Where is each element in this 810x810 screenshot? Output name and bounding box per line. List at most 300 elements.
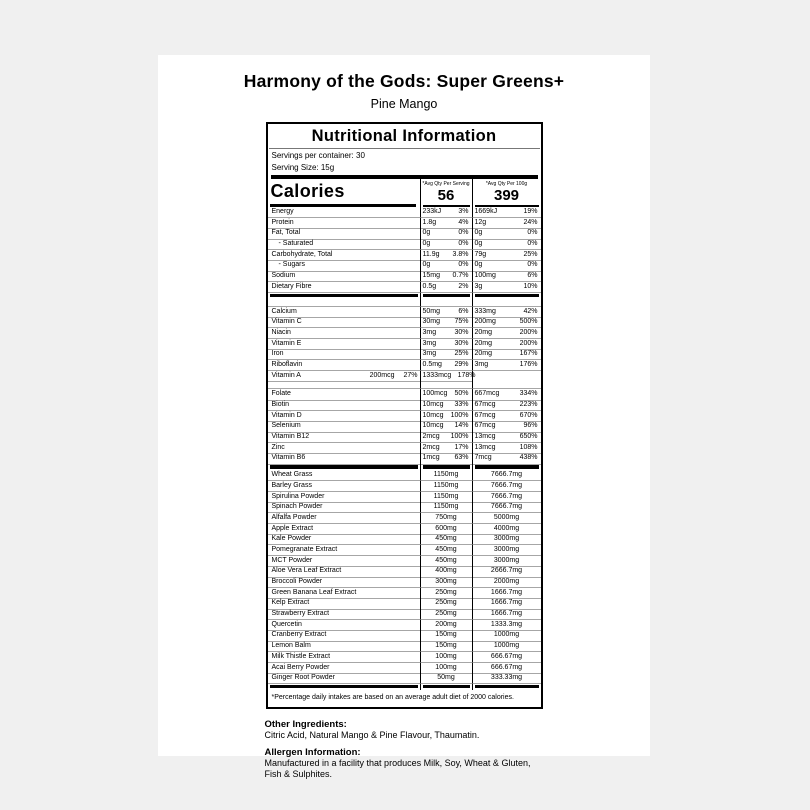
per-serving-cell: [420, 228, 472, 239]
ingredient-label: Strawberry Extract: [268, 609, 420, 620]
per-100g-cell: [472, 534, 541, 545]
nutrient-label: Calcium: [268, 307, 420, 318]
per-100g-cell: [472, 630, 541, 641]
qty-per-100g: 1333.3mg: [490, 620, 523, 628]
ingredient-label: Broccoli Powder: [268, 577, 420, 588]
per-serving-cell: [420, 577, 472, 588]
pct-per-100g: 42%: [523, 307, 538, 315]
qty-per-serving: 0g: [422, 261, 431, 269]
pct-per-100g: 650%: [519, 433, 538, 441]
nutrient-label: Zinc: [268, 443, 420, 454]
qty-per-100g: 1000mg: [493, 631, 520, 639]
product-label-card: [158, 55, 650, 779]
nutrient-row: [268, 317, 541, 328]
vitamin-table-lower: [268, 389, 541, 464]
nutrient-row: [268, 349, 541, 360]
pct-per-serving: 100%: [450, 433, 469, 441]
qty-per-100g: 20mg: [474, 339, 493, 347]
per-100g-cell: [472, 360, 541, 371]
per-100g-cell: [472, 271, 541, 282]
per-100g-cell: [472, 524, 541, 535]
pct-per-100g: 0%: [527, 261, 538, 269]
qty-per-100g: 333.33mg: [490, 674, 523, 682]
per-100g-cell: [472, 470, 541, 481]
qty-per-100g: 1669kJ: [474, 208, 498, 215]
calories-row: [268, 179, 541, 207]
per-serving-cell: [420, 260, 472, 271]
qty-per-serving: 0.5mg: [422, 360, 442, 368]
nutrient-row: [268, 360, 541, 371]
pct-per-serving: 27%: [403, 371, 418, 379]
qty-per-serving: 450mg: [435, 556, 457, 564]
qty-per-100g: 67mcg: [474, 411, 496, 419]
qty-per-serving: 750mg: [435, 513, 457, 521]
qty-per-serving: 450mg: [435, 545, 457, 553]
pct-per-100g: 0%: [527, 229, 538, 237]
pct-per-100g: 500%: [519, 318, 538, 326]
pct-per-serving: 29%: [454, 360, 469, 368]
qty-per-100g: 0g: [474, 261, 483, 269]
pct-per-serving: 3%: [458, 208, 469, 215]
qty-per-100g: 2666.7mg: [490, 567, 523, 575]
nutrient-row: [268, 239, 541, 250]
allergen-heading: Allergen Information:: [264, 746, 361, 758]
spacer-cell: [268, 299, 420, 307]
qty-per-serving: 233kJ: [422, 208, 442, 215]
qty-per-serving: 10mcg: [422, 422, 444, 430]
qty-per-100g: 1666.7mg: [490, 610, 523, 618]
per-serving-cell: [420, 307, 472, 318]
qty-per-100g: 3000mg: [493, 545, 520, 553]
pct-per-serving: 30%: [454, 339, 469, 347]
pct-per-100g: 96%: [523, 422, 538, 430]
ingredient-label: Ginger Root Powder: [268, 673, 420, 684]
per-serving-cell: [420, 339, 472, 350]
per-100g-cell: [472, 566, 541, 577]
ingredient-label: Aloe Vera Leaf Extract: [268, 566, 420, 577]
ingredient-row: [268, 545, 541, 556]
per-100g-cell: [472, 609, 541, 620]
per-serving-cell: [420, 360, 472, 371]
nutrient-row: [268, 400, 541, 411]
qty-per-100g: 67mcg: [474, 401, 496, 408]
per-serving-cell: [420, 317, 472, 328]
qty-per-serving: 10mcg: [422, 401, 444, 408]
nutrition-panel-heading: Nutritional Information: [269, 124, 540, 149]
qty-per-serving: 30mg: [422, 318, 441, 326]
qty-per-serving: 100mg: [435, 663, 457, 671]
per-100g-cell: [472, 588, 541, 599]
qty-per-100g: 2000mg: [493, 578, 520, 585]
per-100g-cell: [472, 250, 541, 261]
nutrient-label: Vitamin E: [268, 339, 420, 350]
qty-per-serving: 1150mg: [433, 503, 459, 511]
section-divider-bar: [268, 684, 541, 690]
per-100g-cell: [472, 307, 541, 318]
per-serving-cell: [420, 271, 472, 282]
ingredient-row: [268, 588, 541, 599]
qty-per-100g: 1666.7mg: [490, 599, 523, 607]
ingredient-label: Kale Powder: [268, 534, 420, 545]
qty-per-serving: 200mcg: [369, 371, 395, 379]
ingredient-row: [268, 513, 541, 524]
servings-per-container: Servings per container: 30: [271, 151, 365, 160]
per-serving-cell: [420, 400, 472, 411]
nutrient-row: [268, 218, 541, 229]
product-title: Harmony of the Gods: Super Greens+: [243, 71, 565, 91]
per-serving-cell: [420, 328, 472, 339]
ingredient-row: [268, 470, 541, 481]
per-100g-cell: [472, 620, 541, 631]
bar-segment: [268, 684, 420, 690]
calories-per-serving-cell: [420, 179, 472, 207]
ingredient-label: Green Banana Leaf Extract: [268, 588, 420, 599]
pct-per-serving: 0%: [458, 240, 469, 248]
ingredient-label: Apple Extract: [268, 524, 420, 535]
vitamin-a-label-cell: [268, 371, 420, 382]
nutrient-row: [268, 453, 541, 464]
qty-per-100g: 1666.7mg: [490, 588, 523, 596]
ingredient-row: [268, 598, 541, 609]
pct-per-serving: 33%: [454, 401, 469, 408]
per-100g-cell: [472, 207, 541, 218]
pct-per-serving: 2%: [458, 282, 469, 290]
nutrient-label: Dietary Fibre: [268, 282, 420, 293]
nutrient-row: [268, 389, 541, 400]
qty-per-100g: 1000mg: [493, 642, 520, 650]
qty-per-serving: 200mg: [435, 620, 457, 628]
calories-label-cell: [268, 179, 420, 207]
qty-per-serving: 0g: [422, 240, 431, 248]
vitamin-table-upper: [268, 307, 541, 371]
per-100g-cell: [472, 443, 541, 454]
qty-per-100g: 67mcg: [474, 422, 496, 430]
qty-per-serving: 1150mg: [433, 492, 459, 500]
ingredient-label: Alfalfa Powder: [268, 513, 420, 524]
pct-per-serving: 100%: [450, 411, 469, 419]
qty-per-100g: 1333mcg: [422, 371, 452, 379]
per-100g-cell: [472, 432, 541, 443]
per-serving-cell: [420, 411, 472, 422]
qty-per-serving: 2mcg: [422, 433, 440, 441]
nutrient-row: [268, 339, 541, 350]
qty-per-serving: 250mg: [435, 588, 457, 596]
pct-per-100g: 200%: [519, 339, 538, 347]
qty-per-serving: 150mg: [435, 631, 457, 639]
pct-per-100g: 108%: [519, 443, 538, 451]
spacer-cell: [472, 299, 541, 307]
per-serving-cell: [420, 652, 472, 663]
vitamin-a-100g-values-cell: [420, 371, 476, 382]
per-serving-cell: [420, 620, 472, 631]
per-serving-cell: [420, 524, 472, 535]
qty-per-100g: 3mg: [474, 360, 489, 368]
nutrient-label: Iron: [268, 349, 420, 360]
per-serving-cell: [420, 443, 472, 454]
ingredient-row: [268, 492, 541, 503]
qty-per-serving: 400mg: [435, 567, 457, 575]
per-serving-cell: [420, 630, 472, 641]
pct-per-100g: 24%: [523, 218, 538, 226]
calories-label: Calories: [270, 181, 345, 201]
per-100g-cell: [472, 598, 541, 609]
per-100g-cell: [472, 260, 541, 271]
ingredient-label: Kelp Extract: [268, 598, 420, 609]
qty-per-100g: 0g: [474, 229, 483, 237]
per-serving-cell: [420, 432, 472, 443]
qty-per-serving: 250mg: [435, 599, 457, 607]
qty-per-100g: 79g: [474, 250, 487, 258]
per-100g-cell: [472, 411, 541, 422]
qty-per-100g: 20mg: [474, 328, 493, 336]
nutrient-label: Folate: [268, 389, 420, 400]
nutrient-label: Sodium: [268, 271, 420, 282]
ingredient-row: [268, 652, 541, 663]
pct-per-serving: 0%: [458, 229, 469, 237]
ingredient-label: Spirulina Powder: [268, 492, 420, 503]
nutrient-label: Vitamin B12: [268, 432, 420, 443]
pct-per-100g: 19%: [523, 208, 538, 215]
per-serving-cell: [420, 207, 472, 218]
nutrient-row: [268, 421, 541, 432]
ingredient-label: Lemon Balm: [268, 641, 420, 652]
per-100g-cell: [472, 492, 541, 503]
ingredient-row: [268, 577, 541, 588]
pct-per-100g: 0%: [527, 240, 538, 248]
pct-per-100g: 178%: [457, 371, 476, 379]
qty-per-serving: 50mg: [422, 307, 441, 315]
pct-per-100g: 176%: [519, 360, 538, 368]
ingredient-row: [268, 556, 541, 567]
nutrient-row: [268, 271, 541, 282]
qty-per-100g: 200mg: [474, 318, 496, 326]
ingredient-table: [268, 470, 541, 684]
per-serving-cell: [420, 609, 472, 620]
pct-per-serving: 6%: [458, 307, 469, 315]
nutrient-row: [268, 282, 541, 293]
nutrient-row: [268, 411, 541, 422]
qty-per-serving: 450mg: [435, 535, 457, 543]
qty-per-serving: 250mg: [435, 610, 457, 618]
nutrient-label: Riboflavin: [268, 360, 420, 371]
ingredient-row: [268, 673, 541, 684]
qty-per-serving: 50mg: [437, 674, 455, 682]
per-serving-cell: [420, 481, 472, 492]
nutrient-label: Vitamin D: [268, 411, 420, 422]
per-100g-cell: [472, 400, 541, 411]
qty-per-serving: 11.9g: [422, 250, 440, 258]
nutrient-label: Selenium: [268, 421, 420, 432]
pct-per-100g: 223%: [519, 401, 538, 408]
qty-per-100g: 7666.7mg: [490, 471, 523, 479]
per-100g-header: *Avg Qty Per 100g: [485, 181, 528, 187]
ingredient-label: Cranberry Extract: [268, 630, 420, 641]
ingredient-row: [268, 609, 541, 620]
per-serving-cell: [420, 470, 472, 481]
other-ingredients-heading: Other Ingredients:: [264, 718, 347, 730]
nutrient-label: Niacin: [268, 328, 420, 339]
per-100g-cell: [472, 513, 541, 524]
nutrient-row: [268, 432, 541, 443]
qty-per-serving: 10mcg: [422, 411, 444, 419]
serving-size: Serving Size: 15g: [271, 162, 335, 172]
pct-per-100g: 167%: [519, 350, 538, 358]
spacer-row: [268, 299, 541, 307]
per-serving-cell: [420, 453, 472, 464]
product-flavour: Pine Mango: [370, 97, 438, 111]
ingredient-row: [268, 534, 541, 545]
nutrient-row: [268, 307, 541, 318]
qty-per-serving: 3mg: [422, 339, 437, 347]
qty-per-100g: 7666.7mg: [490, 481, 523, 489]
per-serving-cell: [420, 349, 472, 360]
qty-per-100g: 667mcg: [474, 390, 500, 398]
per-serving-cell: [420, 545, 472, 556]
nutrition-panel: [266, 122, 543, 709]
per-100g-cell: [472, 282, 541, 293]
qty-per-100g: 5000mg: [493, 513, 520, 521]
ingredient-row: [268, 620, 541, 631]
qty-per-100g: 20mg: [474, 350, 493, 358]
qty-per-serving: 100mg: [435, 652, 457, 660]
ingredient-label: Quercetin: [268, 620, 420, 631]
nutrient-row: [268, 250, 541, 261]
qty-per-100g: 13mcg: [474, 443, 496, 451]
per-100g-cell: [472, 577, 541, 588]
pct-per-serving: 75%: [454, 318, 469, 326]
pct-per-serving: 25%: [454, 350, 469, 358]
macro-nutrient-table: [268, 207, 541, 293]
qty-per-100g: 13mcg: [474, 433, 496, 441]
pct-per-serving: 14%: [454, 422, 469, 430]
per-100g-cell: [472, 389, 541, 400]
qty-per-serving: 1150mg: [433, 481, 459, 489]
ingredient-label: Wheat Grass: [268, 470, 420, 481]
qty-per-serving: 0.5g: [422, 282, 437, 290]
pct-per-100g: 670%: [519, 411, 538, 419]
per-100g-cell: [472, 239, 541, 250]
ingredient-row: [268, 502, 541, 513]
per-serving-cell: [420, 566, 472, 577]
qty-per-100g: 3000mg: [493, 556, 520, 564]
qty-per-100g: 666.67mg: [490, 663, 523, 671]
qty-per-serving: 1150mg: [433, 471, 459, 479]
pct-per-100g: 6%: [527, 272, 538, 280]
qty-per-100g: 0g: [474, 240, 483, 248]
ingredient-row: [268, 630, 541, 641]
per-100g-cell: [472, 652, 541, 663]
nutrient-label: Vitamin A: [271, 371, 301, 379]
nutrient-label: Biotin: [268, 400, 420, 411]
per-100g-cell: [472, 339, 541, 350]
qty-per-100g: 7666.7mg: [490, 503, 523, 511]
per-serving-cell: [420, 492, 472, 503]
nutrient-row: [268, 328, 541, 339]
per-serving-cell: [420, 218, 472, 229]
ingredient-row: [268, 481, 541, 492]
qty-per-100g: 7666.7mg: [490, 492, 523, 500]
per-100g-cell: [472, 673, 541, 684]
per-serving-cell: [420, 239, 472, 250]
nutrient-row: [268, 443, 541, 454]
nutrient-row: [268, 228, 541, 239]
per-serving-cell: [420, 534, 472, 545]
pct-per-100g: 438%: [519, 454, 538, 462]
qty-per-serving: 600mg: [435, 524, 457, 532]
calories-per-100g-cell: [472, 179, 541, 207]
pct-per-serving: 0%: [458, 261, 469, 269]
nutrient-label: - Sugars: [268, 260, 420, 271]
nutrient-label: Energy: [268, 207, 420, 218]
qty-per-serving: 3mg: [422, 328, 437, 336]
per-serving-cell: [420, 673, 472, 684]
per-100g-cell: [472, 218, 541, 229]
per-serving-cell: [420, 588, 472, 599]
per-serving-cell: [420, 663, 472, 674]
spacer-cell: [420, 381, 472, 389]
spacer-cell: [472, 381, 541, 389]
ingredient-label: Acai Berry Powder: [268, 663, 420, 674]
ingredient-label: Barley Grass: [268, 481, 420, 492]
qty-per-100g: 3000mg: [493, 535, 520, 543]
pct-per-serving: 3.8%: [452, 250, 469, 258]
per-serving-cell: [420, 641, 472, 652]
qty-per-serving: 150mg: [435, 642, 457, 650]
per-serving-cell: [420, 250, 472, 261]
qty-per-serving: 2mcg: [422, 443, 440, 451]
pct-per-100g: 334%: [519, 390, 538, 398]
per-100g-cell: [472, 545, 541, 556]
bar-segment: [420, 684, 472, 690]
qty-per-serving: 300mg: [435, 578, 457, 585]
ingredient-label: Milk Thistle Extract: [268, 652, 420, 663]
per-100g-cell: [472, 228, 541, 239]
per-100g-cell: [472, 663, 541, 674]
per-100g-cell: [472, 317, 541, 328]
spacer-row: [268, 381, 541, 389]
other-ingredients-text: Citric Acid, Natural Mango & Pine Flavour, Thaumatin.: [264, 729, 480, 740]
pct-per-serving: 17%: [454, 443, 469, 451]
ingredient-label: Spinach Powder: [268, 502, 420, 513]
calories-per-serving-value: 56: [437, 187, 455, 205]
nutrient-row: [268, 207, 541, 218]
pct-per-serving: 0.7%: [452, 272, 469, 280]
qty-per-serving: 1.8g: [422, 218, 437, 226]
qty-per-100g: 100mg: [474, 272, 496, 280]
qty-per-100g: 7mcg: [474, 454, 492, 462]
qty-per-serving: 3mg: [422, 350, 437, 358]
qty-per-serving: 0g: [422, 229, 431, 237]
qty-per-serving: 100mcg: [422, 390, 448, 398]
ingredient-row: [268, 566, 541, 577]
ingredient-label: MCT Powder: [268, 556, 420, 567]
bar-segment: [472, 684, 541, 690]
per-100g-cell: [472, 502, 541, 513]
spacer-cell: [420, 299, 472, 307]
vitamin-a-row: [268, 371, 541, 382]
qty-per-serving: 1mcg: [422, 454, 440, 462]
pct-per-100g: 200%: [519, 328, 538, 336]
ingredient-row: [268, 524, 541, 535]
per-100g-cell: [472, 349, 541, 360]
pct-per-100g: 25%: [523, 250, 538, 258]
per-100g-cell: [472, 453, 541, 464]
per-100g-cell: [472, 641, 541, 652]
qty-per-100g: 3g: [474, 282, 483, 290]
nutrient-label: Vitamin B6: [268, 453, 420, 464]
per-serving-cell: [420, 556, 472, 567]
per-100g-cell: [472, 421, 541, 432]
